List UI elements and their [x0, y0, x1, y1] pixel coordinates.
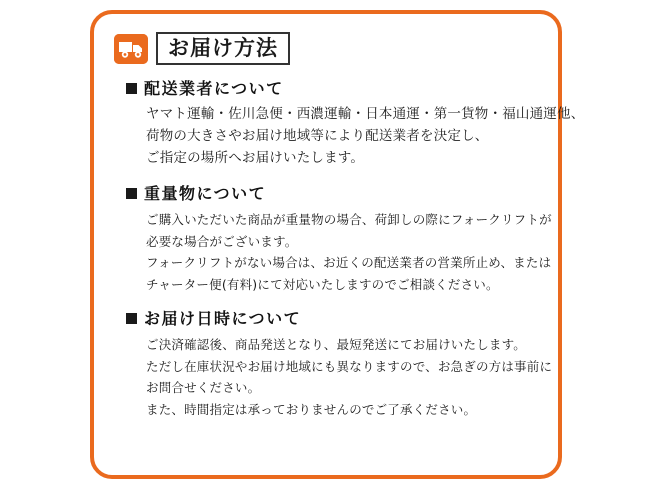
section-heavy-items — [112, 183, 552, 295]
delivery-truck-icon — [114, 34, 148, 64]
card-inner — [112, 28, 585, 463]
body-line: ヤマト運輸・佐川急便・西濃運輸・日本通運・第一貨物・福山通運他、 — [146, 106, 585, 123]
body-line: フォークリフトがない場合は、お近くの配送業者の営業所止め、または — [146, 255, 552, 271]
body-line: 荷物の大きさやお届け地域等により配送業者を決定し、 — [146, 128, 489, 145]
body-line: チャーター便(有料)にて対応いたしますのでご相談ください。 — [146, 276, 499, 292]
page-title: お届け方法 — [168, 36, 278, 60]
body-line: ご購入いただいた商品が重量物の場合、荷卸しの際にフォークリフトが — [146, 212, 552, 228]
card-title-row — [114, 32, 542, 65]
body-line: 必要な場合がございます。 — [146, 233, 298, 249]
body-line: ご指定の場所へお届けいたします。 — [146, 150, 365, 167]
section-body — [146, 209, 552, 295]
section-title: 配送業者について — [144, 79, 284, 99]
filled-square-bullet-icon — [126, 313, 137, 324]
body-line: お問合せください。 — [146, 380, 261, 396]
delivery-info-card — [90, 10, 585, 479]
filled-square-bullet-icon — [126, 83, 137, 94]
body-line: ご決済確認後、商品発送となり、最短発送にてお届けいたします。 — [146, 337, 527, 353]
section-title: お届け日時について — [144, 309, 302, 329]
section-body — [146, 104, 585, 170]
body-line: また、時間指定は承っておりませんのでご了承ください。 — [146, 401, 477, 417]
section-delivery-datetime — [112, 309, 553, 420]
section-heading — [126, 309, 542, 328]
section-heading — [126, 79, 542, 98]
section-title: 重量物について — [144, 183, 267, 203]
section-shipping-carriers — [112, 79, 585, 170]
section-body — [146, 334, 553, 420]
page-title-box — [156, 32, 290, 65]
body-line: ただし在庫状況やお届け地域にも異なりますので、お急ぎの方は事前に — [146, 358, 553, 374]
section-heading — [126, 184, 542, 203]
filled-square-bullet-icon — [126, 188, 137, 199]
